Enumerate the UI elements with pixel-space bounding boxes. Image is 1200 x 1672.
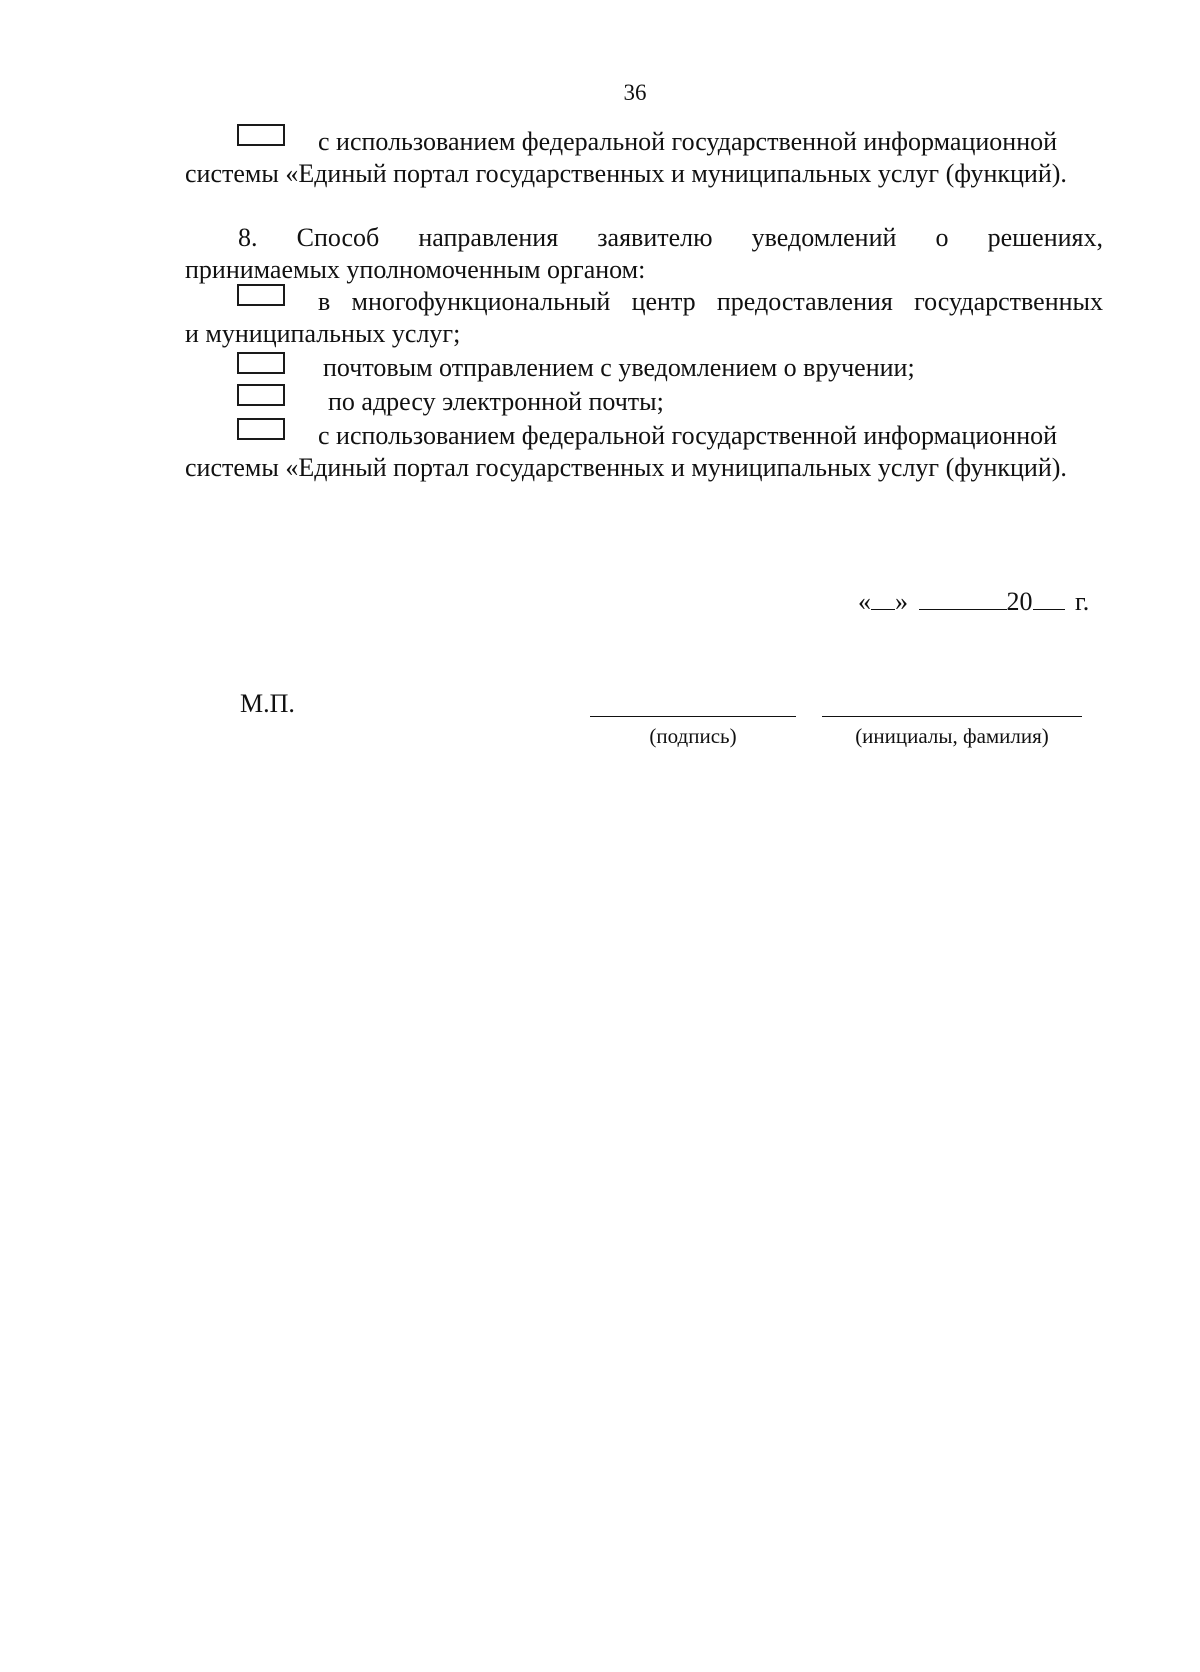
checkbox-epgu-submission[interactable]	[237, 124, 285, 146]
option-epgu-submission-text: системы «Единый портал государственных и муниципальных услуг (функций).	[185, 159, 1067, 188]
section-8-heading	[185, 222, 1103, 286]
signature-caption: (подпись)	[649, 724, 737, 748]
option-epgu-submission-rest	[185, 158, 1103, 190]
seal-label: М.П.	[240, 689, 295, 718]
option-epgu-notification-text: системы «Единый портал государственных и муниципальных услуг (функций).	[185, 453, 1067, 482]
checkbox-post[interactable]	[237, 352, 285, 374]
option-epgu-notification-rest	[185, 452, 1103, 484]
checkbox-epgu-notification[interactable]	[237, 418, 285, 440]
date-year-prefix: 20	[1006, 587, 1033, 616]
option-mfc-line2: и муниципальных услуг;	[185, 319, 461, 348]
date-month-blank[interactable]	[919, 587, 1007, 610]
date-day-blank[interactable]	[871, 587, 895, 610]
signature-line[interactable]	[590, 716, 796, 717]
date-close-quote: »	[895, 587, 908, 616]
checkbox-mfc[interactable]	[237, 284, 285, 306]
date-year-suffix: г.	[1075, 587, 1090, 616]
option-post: почтовым отправлением с уведомлением о вручении;	[323, 353, 915, 382]
checkbox-email[interactable]	[237, 384, 285, 406]
name-line[interactable]	[822, 716, 1082, 717]
date-open-quote: «	[858, 587, 871, 616]
name-caption: (инициалы, фамилия)	[855, 724, 1049, 748]
page-number: 36	[623, 80, 647, 105]
date-year-blank[interactable]	[1033, 587, 1065, 610]
section-8-line1: 8. Способ направления заявителю уведомлений о решениях,	[238, 223, 1103, 252]
option-email: по адресу электронной почты;	[328, 387, 664, 416]
date-line	[858, 586, 1089, 618]
option-epgu-submission-line1: с использованием федеральной государственной информационной	[318, 127, 1058, 156]
option-epgu-notification-line1: с использованием федеральной государственной информационной	[318, 421, 1058, 450]
section-8-line2: принимаемых уполномоченным органом:	[185, 255, 646, 284]
option-mfc-line1: в многофункциональный центр предоставления государственных	[318, 287, 1103, 316]
